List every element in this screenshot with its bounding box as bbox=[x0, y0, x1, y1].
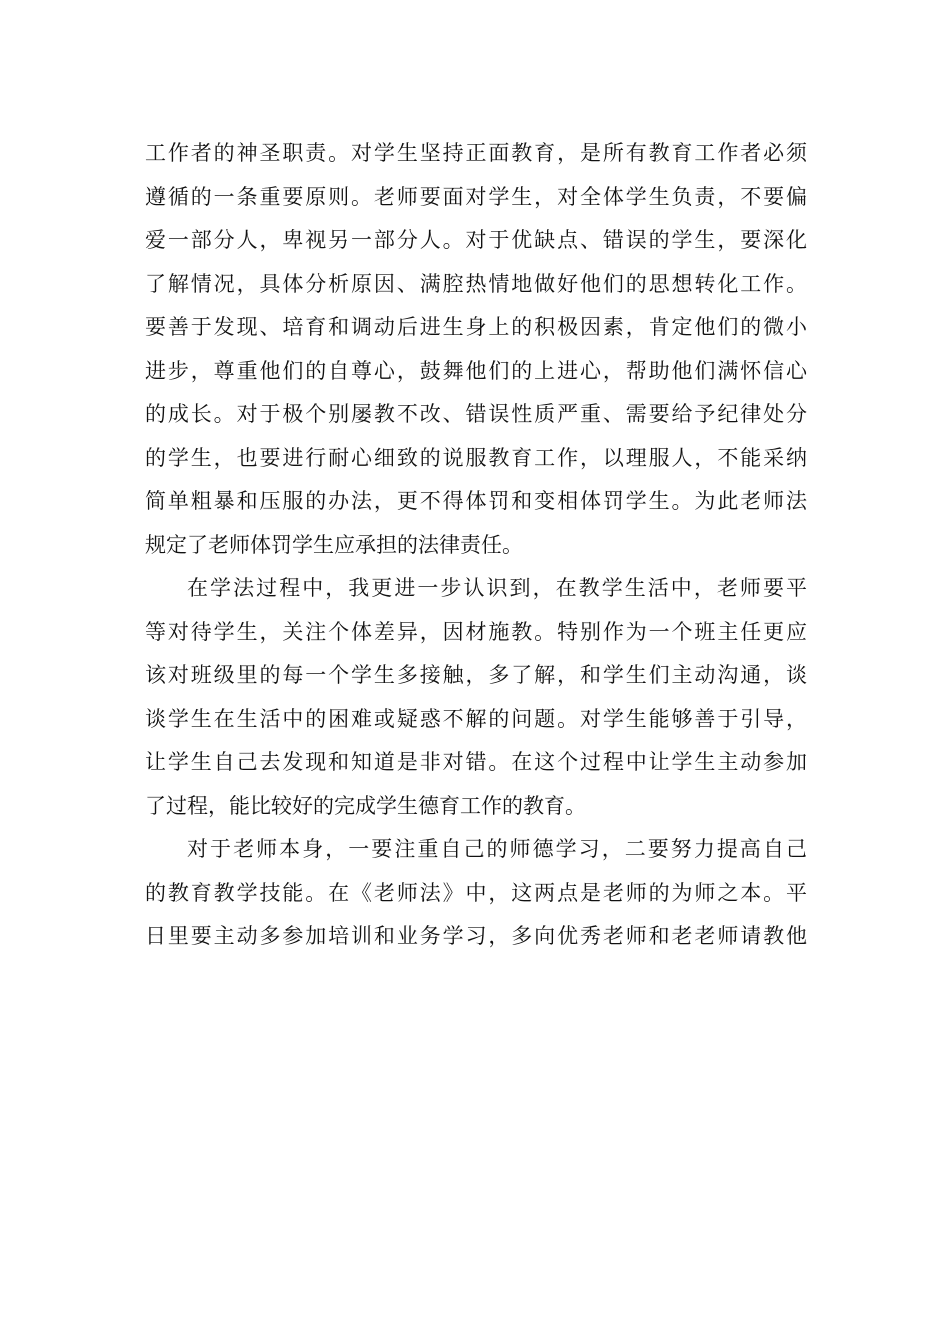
text-line: 等对待学生，关注个体差异，因材施教。特别作为一个班主任更应 bbox=[145, 619, 807, 644]
text-line: 要善于发现、培育和调动后进生身上的积极因素，肯定他们的微小 bbox=[145, 315, 807, 339]
text-line: 了过程，能比较好的完成学生德育工作的教育。 bbox=[145, 793, 586, 818]
text-line: 在学法过程中，我更进一步认识到，在教学生活中，老师要平 bbox=[187, 576, 807, 600]
paragraph-3 bbox=[145, 828, 807, 959]
text-line: 的学生，也要进行耐心细致的说服教育工作，以理服人，不能采纳 bbox=[145, 445, 807, 470]
text-line: 简单粗暴和压服的办法，更不得体罚和变相体罚学生。为此老师法 bbox=[145, 489, 807, 513]
text-line: 遵循的一条重要原则。老师要面对学生，对全体学生负责，不要偏 bbox=[145, 184, 807, 209]
text-line: 爱一部分人，卑视另一部分人。对于优缺点、错误的学生，要深化 bbox=[145, 228, 807, 252]
paragraph-1 bbox=[145, 132, 807, 567]
text-line: 规定了老师体罚学生应承担的法律责任。 bbox=[145, 532, 523, 557]
text-line: 了解情况，具体分析原因、满腔热情地做好他们的思想转化工作。 bbox=[145, 271, 807, 296]
document-body bbox=[145, 132, 807, 959]
text-line: 工作者的神圣职责。对学生坚持正面教育，是所有教育工作者必须 bbox=[145, 141, 807, 165]
paragraph-2 bbox=[145, 567, 807, 828]
text-line: 对于老师本身，一要注重自己的师德学习，二要努力提高自己 bbox=[187, 837, 807, 861]
text-line: 的教育教学技能。在《老师法》中，这两点是老师的为师之本。平 bbox=[145, 880, 807, 905]
text-line: 日里要主动多参加培训和业务学习，多向优秀老师和老老师请教他 bbox=[145, 924, 807, 948]
text-line: 的成长。对于极个别屡教不改、错误性质严重、需要给予纪律处分 bbox=[145, 402, 807, 426]
text-line: 该对班级里的每一个学生多接触，多了解，和学生们主动沟通，谈 bbox=[145, 663, 807, 687]
text-line: 谈学生在生活中的困难或疑惑不解的问题。对学生能够善于引导， bbox=[145, 706, 807, 731]
text-line: 让学生自己去发现和知道是非对错。在这个过程中让学生主动参加 bbox=[145, 750, 807, 774]
text-line: 进步，尊重他们的自尊心，鼓舞他们的上进心，帮助他们满怀信心 bbox=[145, 358, 807, 383]
